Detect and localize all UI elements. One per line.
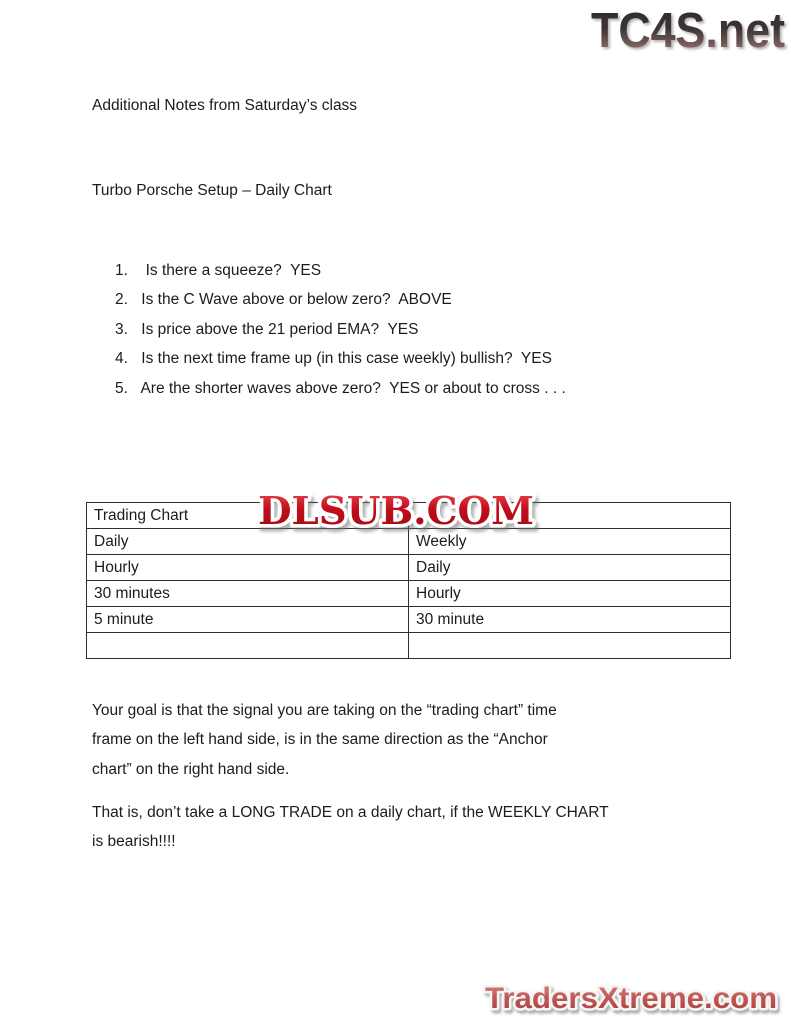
tc4s-logo-text: TC4S.net [591, 4, 785, 58]
table-cell: Hourly [409, 581, 731, 607]
setup-checklist [115, 262, 566, 409]
intro-line: Additional Notes from Saturday’s class [92, 97, 358, 114]
tradersxtreme-logo-graphic [473, 974, 783, 1022]
checklist-item [115, 350, 566, 379]
table-row [87, 581, 731, 607]
checklist-item-text: Is the next time frame up (in this case weekly) bullish? YES [137, 350, 552, 368]
checklist-item-number: 2. [115, 291, 128, 309]
checklist-item-text: Is price above the 21 period EMA? YES [137, 320, 419, 338]
dlsub-watermark-graphic [248, 484, 544, 538]
tc4s-logo [583, 1, 789, 64]
checklist-item [115, 291, 566, 320]
checklist-item-text: Is the C Wave above or below zero? ABOVE [137, 291, 452, 309]
paragraph-line: Your goal is that the signal you are taking on the “trading chart” time [92, 702, 557, 719]
table-cell: 30 minutes [87, 581, 409, 607]
goal-paragraph [92, 701, 557, 789]
paragraph-line: That is, don’t take a LONG TRADE on a daily chart, if the WEEKLY CHART [92, 804, 609, 821]
subtitle-line: Turbo Porsche Setup – Daily Chart [92, 182, 332, 199]
tc4s-logo-graphic [583, 1, 789, 59]
table-cell: Daily [409, 555, 731, 581]
paragraph-line: chart” on the right hand side. [92, 760, 290, 778]
table-row [87, 555, 731, 581]
table-row [87, 607, 731, 633]
checklist-item-text: Is there a squeeze? YES [137, 262, 322, 279]
checklist-item [115, 380, 566, 409]
paragraph-line: is bearish!!!! [92, 833, 176, 851]
table-cell: Hourly [87, 555, 409, 581]
checklist-item-number: 1. [115, 262, 128, 279]
table-cell [409, 633, 731, 659]
table-cell: Weekly [409, 529, 731, 555]
checklist-item-text: Are the shorter waves above zero? YES or about to cross . . . [137, 379, 566, 397]
checklist-item [115, 262, 566, 291]
table-header-cell-trading-chart: Trading Chart [87, 503, 409, 529]
checklist-item-number: 3. [115, 320, 128, 338]
checklist-item-number: 5. [115, 379, 128, 397]
table-cell: 5 minute [87, 607, 409, 633]
dlsub-watermark [248, 484, 544, 543]
paragraph-line: frame on the left hand side, is in the same direction as the “Anchor [92, 731, 548, 749]
dlsub-watermark-text: DLSUB.COM [258, 488, 534, 533]
table-cell [87, 633, 409, 659]
tradersxtreme-logo [473, 974, 783, 1027]
table-cell: Daily [87, 529, 409, 555]
table-row [87, 633, 731, 659]
tradersxtreme-logo-text: TradersXtreme.com [485, 982, 777, 1015]
table-cell: 30 minute [409, 607, 731, 633]
warning-paragraph [92, 803, 609, 862]
checklist-item [115, 321, 566, 350]
checklist-item-number: 4. [115, 350, 128, 368]
